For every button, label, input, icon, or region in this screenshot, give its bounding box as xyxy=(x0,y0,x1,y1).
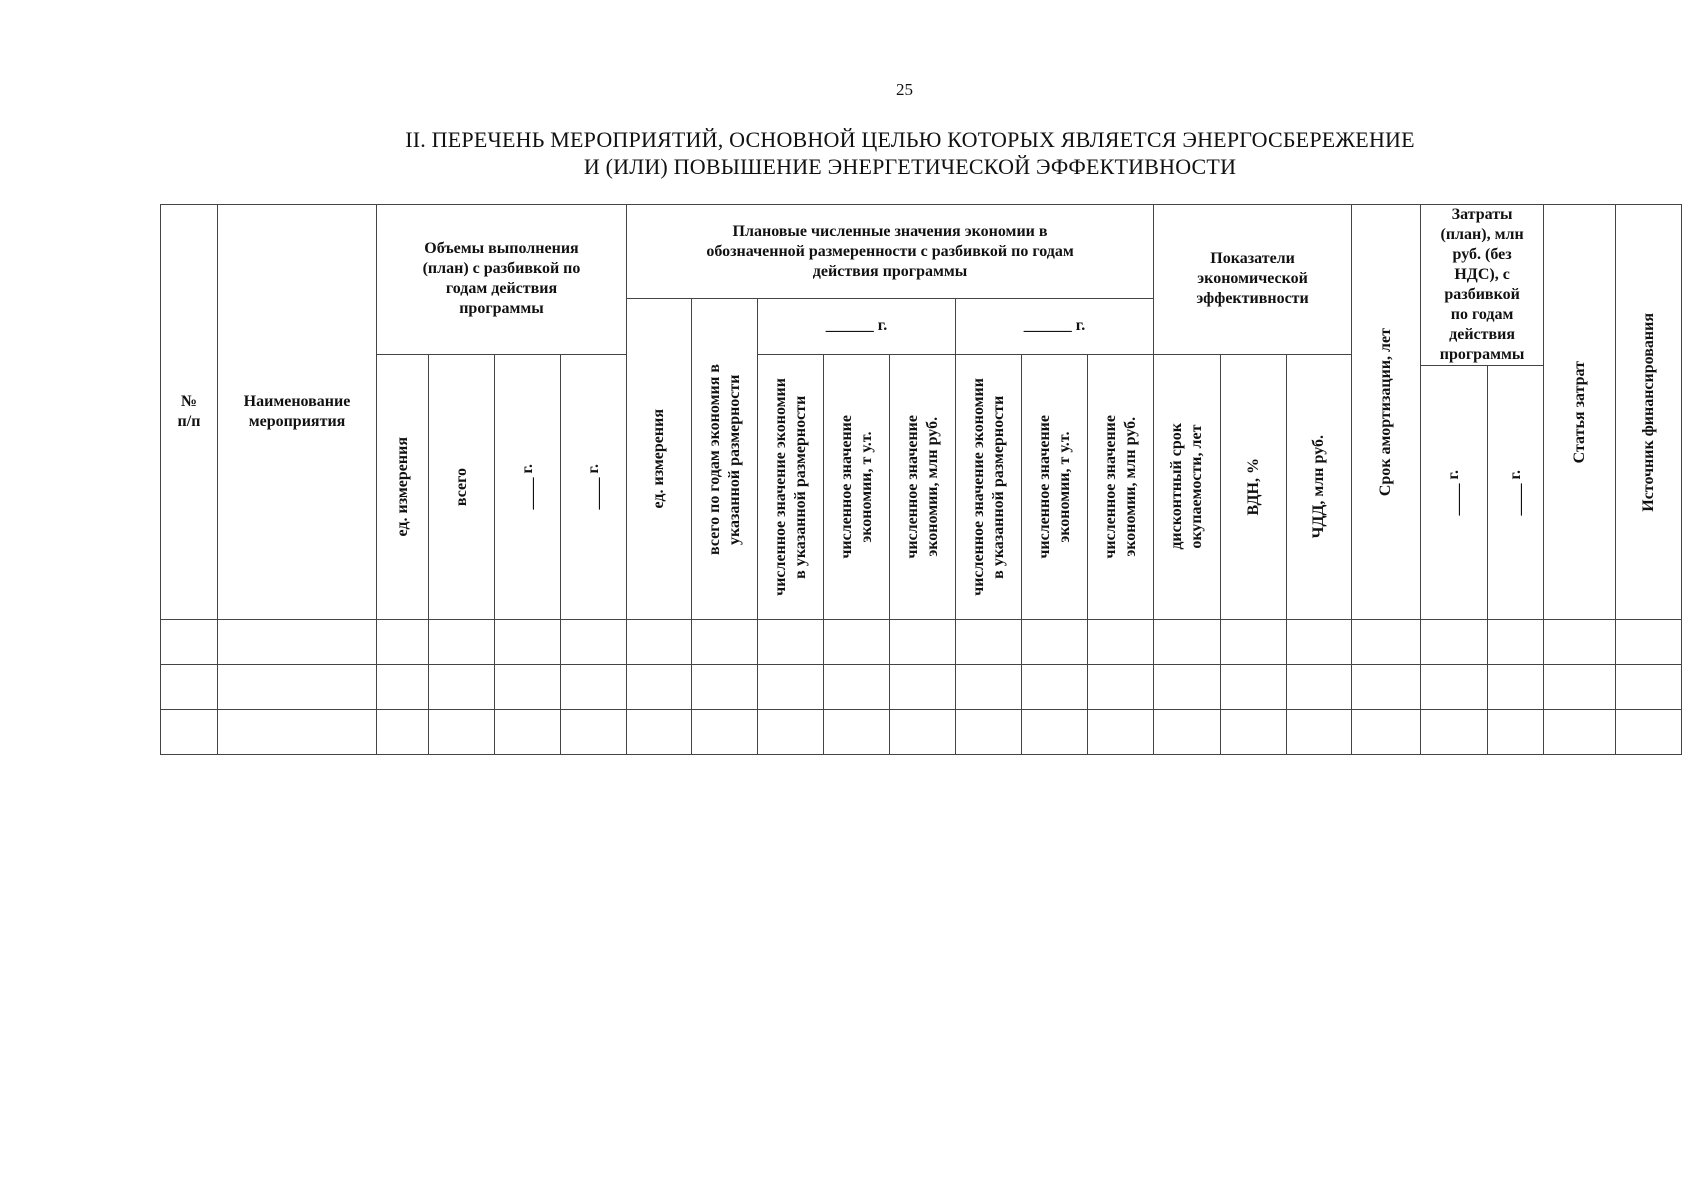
table-cell xyxy=(1352,620,1421,665)
table-cell xyxy=(1488,710,1544,755)
table-cell xyxy=(890,665,956,710)
header-costs: Затраты (план), млн руб. (без НДС), с разбивкой по годам действия программы xyxy=(1421,205,1544,366)
table-cell xyxy=(1421,665,1488,710)
table-cell xyxy=(1088,620,1154,665)
measures-table xyxy=(160,204,1682,755)
table-cell xyxy=(561,620,627,665)
table-cell xyxy=(627,665,692,710)
table-cell xyxy=(692,710,758,755)
table-cell xyxy=(377,620,429,665)
table-cell xyxy=(161,665,218,710)
table-cell xyxy=(824,710,890,755)
table-cell xyxy=(495,665,561,710)
table-cell xyxy=(627,710,692,755)
header-cost-item-text: Статья затрат xyxy=(1570,360,1588,464)
table-cell xyxy=(1421,710,1488,755)
table-cell xyxy=(956,620,1022,665)
table-cell xyxy=(429,620,495,665)
header-savings-y2-tut xyxy=(1022,354,1088,620)
header-costs-year-2 xyxy=(1488,366,1544,620)
header-efficiency-irr-text: ВДН, % xyxy=(1244,457,1262,516)
table-cell xyxy=(377,665,429,710)
table-cell xyxy=(1544,665,1616,710)
page-number: 25 xyxy=(896,80,913,99)
header-costs-year-1-text: ____ г. xyxy=(1445,469,1463,516)
header-efficiency-npv xyxy=(1287,354,1352,620)
table-cell xyxy=(1488,620,1544,665)
table-cell xyxy=(890,620,956,665)
table-cell xyxy=(1421,620,1488,665)
header-volumes-unit-text: ед. измерения xyxy=(393,437,411,537)
table-cell xyxy=(161,710,218,755)
table-cell xyxy=(429,710,495,755)
table-cell xyxy=(1154,710,1221,755)
table-row xyxy=(161,710,1682,755)
header-efficiency-npv-text: ЧДД, млн руб. xyxy=(1310,435,1328,539)
header-name: Наименование мероприятия xyxy=(218,205,377,620)
table-cell xyxy=(1088,710,1154,755)
table-cell xyxy=(1154,665,1221,710)
table-cell xyxy=(218,710,377,755)
header-costs-year-1 xyxy=(1421,366,1488,620)
header-efficiency-irr xyxy=(1221,354,1287,620)
header-costs-year-2-text: ____ г. xyxy=(1506,469,1524,516)
header-savings-year-2: ______ г. xyxy=(956,299,1154,355)
header-volumes-year-2 xyxy=(561,354,627,620)
table-cell xyxy=(692,665,758,710)
header-volumes-year-1-text: ____ г. xyxy=(518,464,536,510)
header-funding-source xyxy=(1616,205,1682,620)
table-cell xyxy=(161,620,218,665)
table-cell xyxy=(1616,710,1682,755)
table-cell xyxy=(1352,710,1421,755)
table-cell xyxy=(1544,710,1616,755)
table-cell xyxy=(1221,710,1287,755)
header-volumes-year-1 xyxy=(495,354,561,620)
table-cell xyxy=(218,665,377,710)
table-cell xyxy=(1287,620,1352,665)
table-cell xyxy=(561,665,627,710)
header-savings-y1-tut xyxy=(824,354,890,620)
header-savings-total-text: всего по годам экономия в указанной размерности xyxy=(705,363,743,555)
header-volumes-total xyxy=(429,354,495,620)
header-savings-unit xyxy=(627,299,692,620)
table-cell xyxy=(627,620,692,665)
header-efficiency-payback xyxy=(1154,354,1221,620)
table-cell xyxy=(1544,620,1616,665)
header-amortization-text: Срок амортизации, лет xyxy=(1377,327,1395,497)
header-savings-y2-tut-text: численное значение экономии, т у.т. xyxy=(1035,414,1073,559)
table-cell xyxy=(758,620,824,665)
header-volumes-unit xyxy=(377,354,429,620)
table-cell xyxy=(218,620,377,665)
table-cell xyxy=(1488,665,1544,710)
table-cell xyxy=(758,665,824,710)
header-savings-y2-rub-text: численное значение экономии, млн руб. xyxy=(1101,414,1139,559)
table-cell xyxy=(1221,620,1287,665)
title-line-1: II. ПЕРЕЧЕНЬ МЕРОПРИЯТИЙ, ОСНОВНОЙ ЦЕЛЬЮ КОТОРЫХ ЯВЛЯЕТСЯ ЭНЕРГОСБЕРЕЖЕНИЕ xyxy=(405,127,1415,152)
table-cell xyxy=(1287,710,1352,755)
header-volumes: Объемы выполнения (план) с разбивкой по годам действия программы xyxy=(377,205,627,355)
table-body xyxy=(161,620,1682,755)
table-cell xyxy=(1352,665,1421,710)
header-savings-unit-text: ед. измерения xyxy=(650,409,667,509)
header-cost-item xyxy=(1544,205,1616,620)
table-cell xyxy=(429,665,495,710)
header-efficiency: Показатели экономической эффективности xyxy=(1154,205,1352,355)
header-savings-y2-rub xyxy=(1088,354,1154,620)
table-cell xyxy=(1287,665,1352,710)
table-cell xyxy=(495,710,561,755)
page-title xyxy=(300,126,1520,180)
table-cell xyxy=(956,665,1022,710)
table-cell xyxy=(890,710,956,755)
header-amortization xyxy=(1352,205,1421,620)
table-cell xyxy=(956,710,1022,755)
header-funding-source-text: Источник финансирования xyxy=(1639,312,1657,512)
header-savings-y2-dimension xyxy=(956,354,1022,620)
header-savings-y1-dimension xyxy=(758,354,824,620)
header-volumes-total-text: всего xyxy=(452,467,470,506)
header-savings-y1-dimension-text: численное значение экономии в указанной размерности xyxy=(771,377,809,596)
table-cell xyxy=(758,710,824,755)
table-cell xyxy=(1154,620,1221,665)
header-savings: Плановые численные значения экономии в обозначенной размеренности с разбивкой по годам действия программы xyxy=(627,205,1154,299)
header-savings-y2-dimension-text: численное значение экономии в указанной размерности xyxy=(969,377,1007,596)
table-cell xyxy=(824,665,890,710)
table-row xyxy=(161,620,1682,665)
header-savings-year-1: ______ г. xyxy=(758,299,956,355)
table-cell xyxy=(561,710,627,755)
header-efficiency-payback-text: дисконтный срок окупаемости, лет xyxy=(1168,423,1206,551)
header-savings-y1-tut-text: численное значение экономии, т у.т. xyxy=(837,414,875,559)
header-num: № п/п xyxy=(161,205,218,620)
table-cell xyxy=(692,620,758,665)
table-row xyxy=(161,665,1682,710)
table-cell xyxy=(1022,620,1088,665)
table-cell xyxy=(1616,620,1682,665)
table-cell xyxy=(1616,665,1682,710)
table-cell xyxy=(1022,710,1088,755)
header-savings-y1-rub xyxy=(890,354,956,620)
header-savings-total xyxy=(692,299,758,620)
table-cell xyxy=(495,620,561,665)
table-cell xyxy=(377,710,429,755)
table-cell xyxy=(824,620,890,665)
table-cell xyxy=(1088,665,1154,710)
title-line-2: И (ИЛИ) ПОВЫШЕНИЕ ЭНЕРГЕТИЧЕСКОЙ ЭФФЕКТИВНОСТИ xyxy=(583,154,1237,179)
table-cell xyxy=(1022,665,1088,710)
header-volumes-year-2-text: ____ г. xyxy=(584,464,602,510)
header-savings-y1-rub-text: численное значение экономии, млн руб. xyxy=(903,414,941,559)
table-cell xyxy=(1221,665,1287,710)
